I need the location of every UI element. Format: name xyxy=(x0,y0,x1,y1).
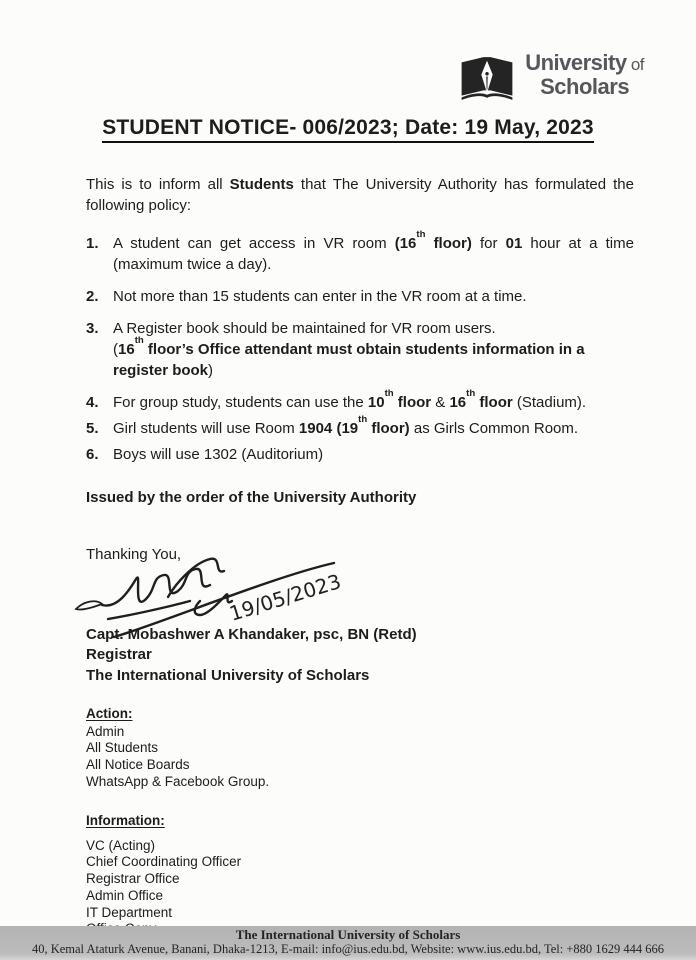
list-number: 2. xyxy=(86,287,99,305)
list-item: Registrar Office xyxy=(86,871,180,887)
list-item: Admin xyxy=(86,723,125,739)
list-number: 5. xyxy=(86,419,99,437)
notice-title: STUDENT NOTICE- 006/2023; Date: 19 May, 2023 xyxy=(102,116,594,143)
logo-line-university-of: University of xyxy=(525,50,644,75)
list-item: All Students xyxy=(86,740,159,756)
list-number: 4. xyxy=(86,393,99,411)
signature-date: 19/05/2023 xyxy=(226,568,344,626)
information-list xyxy=(86,838,634,938)
list-item: IT Department xyxy=(86,904,173,920)
list-number: 6. xyxy=(86,445,99,463)
footer-org-name: The International University of Scholars xyxy=(235,927,461,942)
list-item: VC (Acting) xyxy=(86,837,156,853)
logo-wordmark xyxy=(525,52,644,98)
list-item: All Notice Boards xyxy=(86,757,190,773)
action-heading: Action: xyxy=(86,705,133,721)
footer-address: 40, Kemal Ataturk Avenue, Banani, Dhaka-1213, E-mail: info@ius.edu.bd, Website: www.ius.edu.bd, Tel: +880 1629 444 666 xyxy=(31,942,665,957)
thanking-line: Thanking You, xyxy=(86,545,182,563)
signatory-block xyxy=(86,625,634,687)
list-item: WhatsApp & Facebook Group. xyxy=(86,773,270,789)
signatory-title: Registrar xyxy=(86,646,152,664)
list-item-3: 3. A Register book should be maintained for VR room users. (16th floor’s Office attendant must obtain students information in a register book) xyxy=(86,319,585,379)
list-item-4: 4. For group study, students can use the 10th floor & 16th floor (Stadium). xyxy=(86,388,587,411)
intro-paragraph: This is to inform all Students that The University Authority has formulated the following policy: xyxy=(86,176,634,215)
signatory-org: The International University of Scholars xyxy=(86,666,370,684)
list-number: 1. xyxy=(86,234,99,252)
logo-line-scholars: Scholars xyxy=(540,74,630,99)
list-item-5: 5. Girl students will use Room 1904 (19th floor) as Girls Common Room. xyxy=(86,414,579,437)
list-item-2: 2. Not more than 15 students can enter in the VR room at a time. xyxy=(86,287,527,305)
list-item-1: 1. A student can get access in VR room (16th floor) for 01 hour at a time (maximum twice a day). xyxy=(86,229,634,273)
policy-list xyxy=(86,229,634,465)
issued-by-line: Issued by the order of the University Authority xyxy=(86,488,417,506)
signature-area xyxy=(86,563,634,625)
footer-bar xyxy=(0,926,696,960)
action-list xyxy=(86,724,634,791)
list-item-6: 6. Boys will use 1302 (Auditorium) xyxy=(86,445,324,463)
open-book-icon xyxy=(459,54,515,104)
signatory-name: Capt. Mobashwer A Khandaker, psc, BN (Retd) xyxy=(86,625,417,643)
information-heading: Information: xyxy=(86,812,165,828)
list-number: 3. xyxy=(86,319,99,337)
university-logo xyxy=(459,52,644,104)
list-item: Chief Coordinating Officer xyxy=(86,854,242,870)
list-item: Admin Office xyxy=(86,887,164,903)
